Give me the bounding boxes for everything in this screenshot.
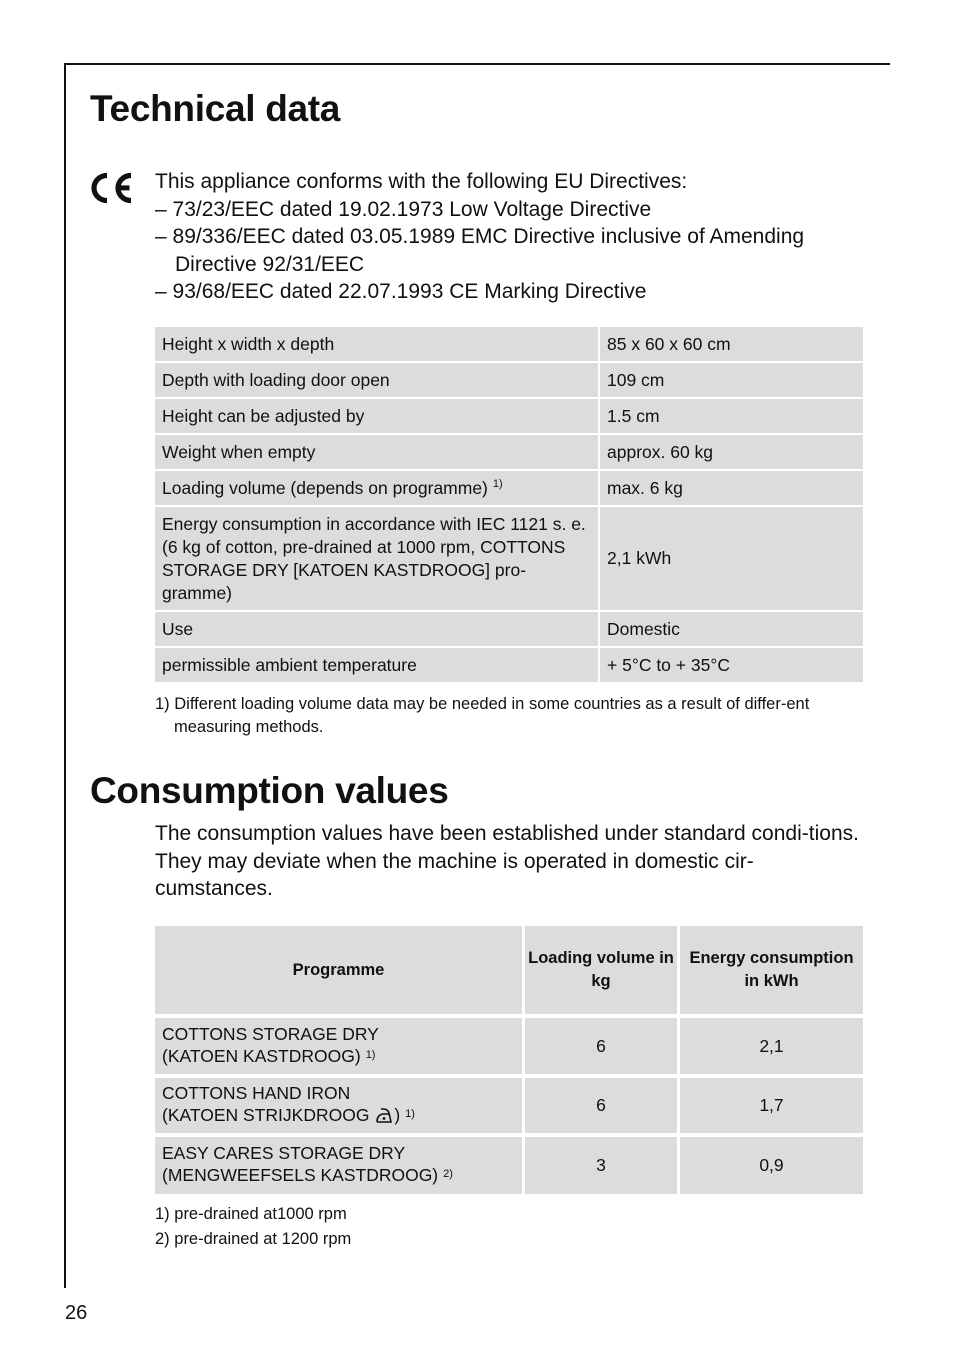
energy-cell: 2,1 (680, 1018, 863, 1074)
loading-volume-cell: 3 (525, 1137, 677, 1194)
footnote-marker: 1) (155, 1205, 170, 1223)
programme-name: EASY CARES STORAGE DRY (162, 1143, 406, 1163)
programme-cell (155, 1078, 522, 1133)
spec-row (155, 399, 863, 433)
footnote-text: Different loading volume data may be needed in some countries as a result of differ-ent measuring methods. (174, 695, 810, 736)
table-row (155, 1018, 863, 1074)
footnote-ref: 1) (405, 1108, 415, 1120)
spec-row (155, 648, 863, 682)
programme-name-local: (KATOEN KASTDROOG) (162, 1045, 361, 1066)
table-row (155, 1137, 863, 1194)
footnote-text: pre-drained at1000 rpm (174, 1205, 347, 1223)
spec-row (155, 363, 863, 397)
consumption-intro: The consumption values have been established under standard condi-tions. They may deviate when the machine is operated in domestic cir-cumstances. (155, 822, 859, 900)
programme-name: COTTONS HAND IRON (162, 1083, 351, 1103)
ce-mark-icon (88, 170, 136, 206)
footnote-line (155, 1227, 351, 1252)
programme-name: COTTONS STORAGE DRY (162, 1023, 379, 1044)
spec-value: Domestic (600, 612, 863, 646)
spec-row (155, 612, 863, 646)
spec-label: Use (155, 612, 598, 646)
spec-label-cell (155, 471, 598, 505)
consumption-table (155, 926, 863, 1198)
loading-volume-cell: 6 (525, 1078, 677, 1133)
page-number: 26 (65, 1302, 88, 1324)
spec-label: permissible ambient temperature (155, 648, 598, 682)
header-loading-volume: Loading volume in kg (525, 926, 677, 1014)
spec-label: Energy consumption in accordance with IEC 1121 s. e. (6 kg of cotton, pre-drained at 1000 rpm, COTTONS STORAGE DRY [KATOEN KASTDROOG] pro-gramme) (155, 507, 598, 610)
programme-name-local: (MENGWEEFSELS KASTDROOG) (162, 1165, 439, 1185)
technical-data-heading: Technical data (90, 88, 341, 129)
energy-cell: 1,7 (680, 1078, 863, 1133)
spec-label: Weight when empty (155, 435, 598, 469)
spec-row (155, 471, 863, 505)
spec-value: approx. 60 kg (600, 435, 863, 469)
spec-value: max. 6 kg (600, 471, 863, 505)
technical-specs-table (155, 327, 863, 684)
spec-value: 1.5 cm (600, 399, 863, 433)
spec-value: 85 x 60 x 60 cm (600, 327, 863, 361)
spec-label: Height x width x depth (155, 327, 598, 361)
table-header-row (155, 926, 863, 1014)
spec-value: 2,1 kWh (600, 507, 863, 610)
footnote-line (155, 1202, 351, 1227)
spec-row (155, 327, 863, 361)
header-energy-consumption: Energy consumption in kWh (680, 926, 863, 1014)
footnote-marker: 1) (155, 695, 170, 713)
directive-item: – 73/23/EEC dated 19.02.1973 Low Voltage Directive (155, 197, 652, 221)
iron-icon (374, 1107, 394, 1124)
spec-row (155, 435, 863, 469)
consumption-values-heading: Consumption values (90, 770, 449, 811)
programme-cell (155, 1137, 522, 1194)
spec-row (155, 507, 863, 610)
spec-value: 109 cm (600, 363, 863, 397)
footnote-text: pre-drained at 1200 rpm (174, 1230, 352, 1248)
frame-top-rule (65, 63, 890, 65)
programme-name-close: ) (394, 1105, 401, 1125)
spec-footnote (155, 693, 867, 739)
consumption-footnotes (155, 1202, 351, 1252)
footnote-ref: 1) (365, 1048, 376, 1061)
header-programme: Programme (155, 926, 522, 1014)
directives-intro: This appliance conforms with the following EU Directives: (155, 170, 688, 193)
programme-name-local: (KATOEN STRIJKDROOG (162, 1105, 370, 1125)
directive-item: – 89/336/EEC dated 03.05.1989 EMC Directive inclusive of Amending Directive 92/31/EEC (155, 225, 805, 276)
spec-label: Depth with loading door open (155, 363, 598, 397)
spec-label: Loading volume (depends on programme) (162, 477, 488, 498)
footnote-ref: 2) (443, 1168, 453, 1180)
programme-cell (155, 1018, 522, 1074)
footnote-marker: 2) (155, 1230, 170, 1248)
spec-label: Height can be adjusted by (155, 399, 598, 433)
energy-cell: 0,9 (680, 1137, 863, 1194)
spec-value: + 5°C to + 35°C (600, 648, 863, 682)
eu-directives (155, 168, 870, 306)
footnote-ref: 1) (492, 477, 503, 490)
directive-item: – 93/68/EEC dated 22.07.1993 CE Marking Directive (155, 280, 647, 303)
loading-volume-cell: 6 (525, 1018, 677, 1074)
frame-left-rule (64, 63, 66, 1288)
table-row (155, 1078, 863, 1133)
